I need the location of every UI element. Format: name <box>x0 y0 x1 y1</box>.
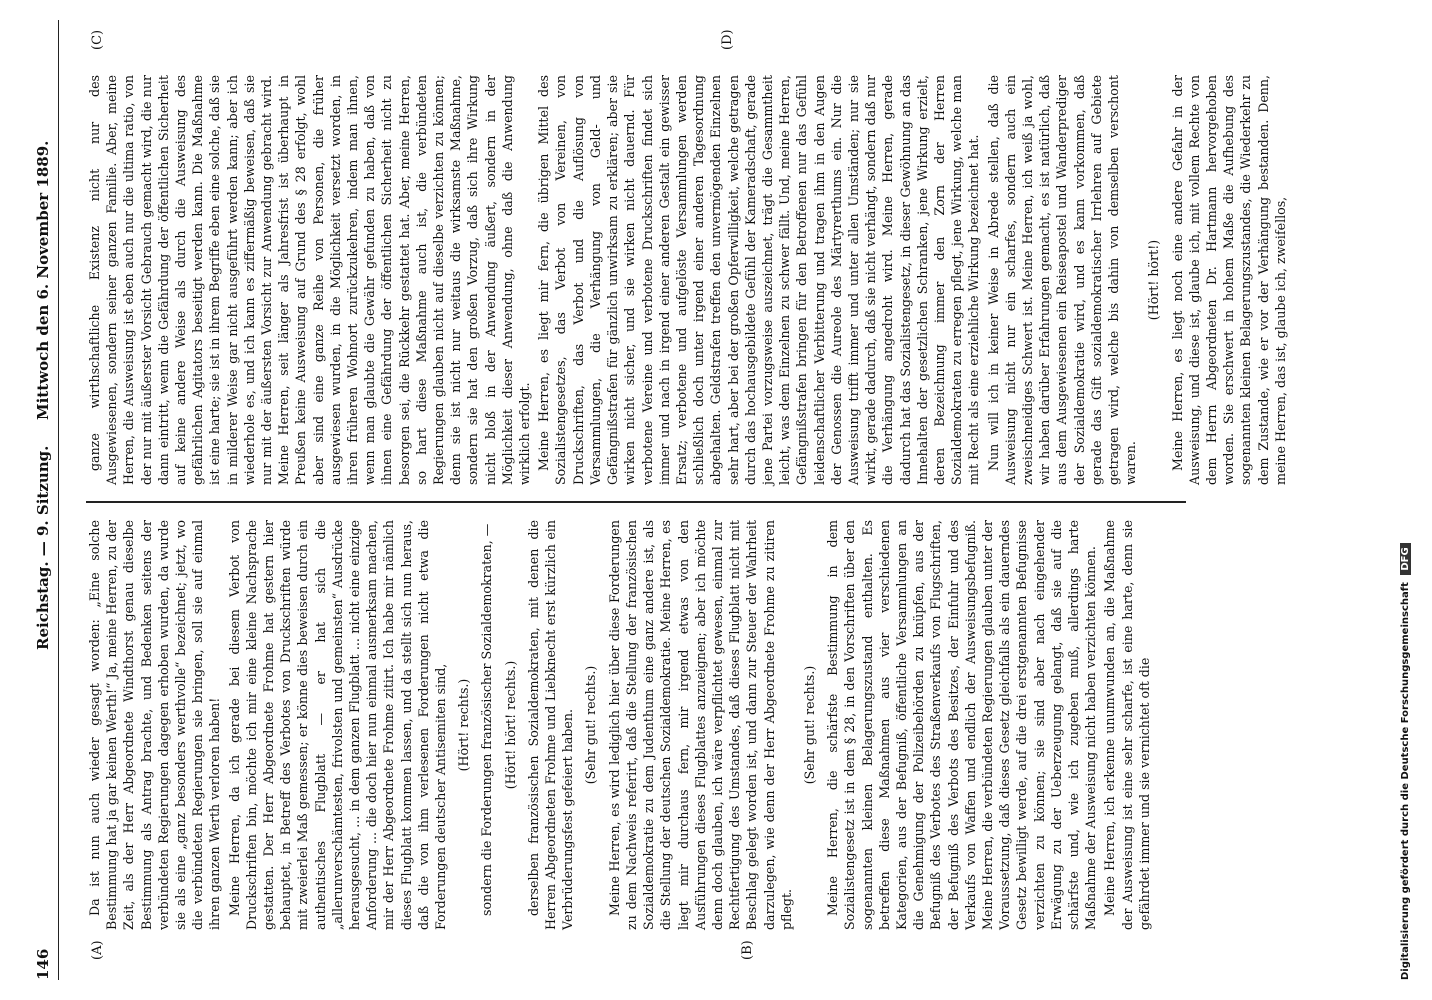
right-column <box>86 75 1288 485</box>
interjection: (Hört! hört! rechts.) <box>502 660 518 790</box>
interjection: (Hört! rechts.) <box>456 678 472 772</box>
marker-a: (A) <box>90 940 105 960</box>
marker-c: (C) <box>90 29 105 50</box>
session-title: Reichstag. — 9. Sitzung. <box>34 445 52 650</box>
page-number: 146 <box>34 948 52 980</box>
column-divider <box>86 501 1186 503</box>
paragraph: Meine Herren, es liegt noch eine andere Gefahr in der Ausweisung, und diese ist, glaube ich, mit vollem Rechte von dem Herrn Abgeordneten Dr. Hartmann hervorgehoben worden. Sie erschwert in hohem Maße die Aufhebung des sogenannten kleinen Belagerungszustandes, die Wiederkehr zu dem Zustande, wie er vor der Verhängung bestanden. Denn, meine Herren, das ist, glaube ich, zweifellos, <box>1169 75 1288 485</box>
marker-b: (B) <box>740 940 755 960</box>
left-column <box>86 520 1152 930</box>
interjection: (Sehr gut! rechts.) <box>583 665 599 785</box>
dfg-logo: DFG <box>1400 543 1411 574</box>
paragraph: sondern die Forderungen französischer Sozialdemokraten, — <box>479 523 495 916</box>
credit-text: Digitalisierung gefördert durch die Deutsche Forschungsgemeinschaft <box>1400 582 1411 980</box>
digitization-credit <box>1400 20 1411 980</box>
paragraph: Meine Herren, es wird lediglich hier über diese Forderungen zu dem Nachweis referirt, daß die Stellung der französischen Sozialdemokratie zu dem Judenthum eine ganz andere ist, als die Stellung der deutschen Sozialdemokratie. Meine Herren, es liegt mir durchaus fern, mir irgend etwas von den Ausführungen dieses Flugblattes anzueignen; aber ich möchte denn doch glauben, ich wäre verpflichtet gewesen, einmal zur Rechtfertigung des Umstandes, daß dieses Flugblatt nicht mit Beschlag gelegt worden ist, und dann zur Steuer der Wahrheit darzulegen, wie denn der Herr Abgeordnete Frohme zu zitiren pflegt. <box>606 520 794 930</box>
marker-d: (D) <box>720 29 735 50</box>
header-rule <box>58 20 59 980</box>
paragraph: ganze wirthschaftliche Existenz nicht nur des Ausgewiesenen, sondern seiner ganzen Familie. Aber, meine Herren, die Ausweisung ist eben auch nur die ultima ratio, von der nur mit äußerster Vorsicht Gebrauch gemacht wird, die nur dann eintritt, wenn die Gefährdung der öffentlichen Sicherheit auf keine andere Weise als durch die Ausweisung des gefährlichen Agitators beseitigt werden kann. Die Maßnahme ist eine harte; sie ist in ihrem Begriffe eben eine solche, daß sie in milderer Weise gar nicht ausgeführt werden kann; aber ich wiederhole es, und ich kann es ziffermäßig beweisen, daß sie nur mit der äußersten Vorsicht zur Anwendung gebracht wird. Meine Herren, seit länger als Jahresfrist ist überhaupt in Preußen keine Ausweisung auf Grund des § 28 erfolgt, wohl aber sind eine ganze Reihe von Personen, die früher ausgewiesen wurden, in die Möglichkeit versetzt worden, in ihren früheren Wohnort zurückzukehren, indem man ihnen, wenn man glaubte die Gewähr gefunden zu haben, daß von ihnen eine Gefährdung der öffentlichen Sicherheit nicht zu besorgen sei, die Rückkehr gestattet hat. Aber, meine Herren, so hart diese Maßnahme auch ist, die verbündeten Regierungen glauben nicht auf dieselbe verzichten zu können; denn sie ist nicht nur weitaus die wirksamste Maßnahme, sondern sie hat den großen Vorzug, daß sich ihre Wirkung nicht bloß in der Anwendung äußert, sondern in der Möglichkeit dieser Anwendung, ohne daß die Anwendung wirklich erfolgt. <box>87 75 533 485</box>
paragraph: Meine Herren, die schärfste Bestimmung in dem Sozialistengesetz ist in dem § 28, in den Vorschriften über den sogenannten kleinen Belagerungszustand enthalten. Es betreffen diese Maßnahmen aus vier verschiedenen Kategorien, aus der Befugniß, öffentliche Versammlungen an die Genehmigung der Polizeibehörden zu knüpfen, aus der Befugniß des Verbotes des Straßenverkaufs von Flugschriften, der Befugniß des Verbots des Besitzes, der Einfuhr und des Verkaufs von Waffen und endlich der Ausweisungsbefugniß. Meine Herren, die verbündeten Regierungen glauben unter der Voraussetzung, daß dieses Gesetz gleichfalls als ein dauerndes Gesetz bewilligt werde, auf die drei erstgenannten Befugnisse verzichten zu können; sie sind aber nach eingehender Erwägung zu der Ueberzeugung gelangt, daß sie auf die schärfste und, wie ich zugeben muß, allerdings harte Maßnahme der Ausweisung nicht haben verzichten können. <box>825 520 1099 930</box>
session-date: Mittwoch den 6. November 1889. <box>34 140 52 420</box>
interjection: (Hört! hört!) <box>1146 239 1162 321</box>
interjection: (Sehr gut! rechts.) <box>801 665 817 785</box>
paragraph: Meine Herren, es liegt mir fern, die übrigen Mittel des Sozialistengesetzes, das Verbot von Vereinen, von Druckschriften, das Verbot und die Auflösung von Versammlungen, die Verhängung von Geld- und Gefängnißstrafen für gänzlich unwirksam zu erklären; aber sie wirken nicht sicher, und sie wirken nicht dauernd. Für verbotene Vereine und verbotene Druckschriften findet sich immer und nach in irgend einer anderen Gestalt ein gewisser Ersatz; verbotene und aufgelöste Versammlungen werden schließlich doch unter irgend einer anderen Tagesordnung abgehalten. Geldstrafen treffen den unvermögenden Einzelnen sehr hart, aber bei der großen Opferwilligkeit, welche getragen durch das hochausgebildete Gefühl der Kameradschaft, gerade jene Partei vorzugsweise auszeichnet, trägt die Gesammtheit leicht, was dem Einzelnen zu schwer fällt. Und, meine Herren, Gefängnißstrafen bringen für den Betroffenen nur das Gefühl leidenschaftlicher Verbitterung und tragen ihm in den Augen der Genossen die Aureole des Märtyrerthums ein. Nur die Ausweisung trifft immer und unter allen Umständen; nur sie wirkt, gerade dadurch, daß sie nicht verhängt, sondern daß nur die Verhängung angedroht wird. Meine Herren, gerade dadurch hat das Sozialistengesetz, in dieser Gewöhnung an das Innehalten der gesetzlichen Schranken, jene Wirkung erzielt, deren Bezeichnung immer den Zorn der Herren Sozialdemokraten zu erregen pflegt, jene Wirkung, welche man mit Recht als eine erziehliche Wirkung bezeichnet hat. <box>536 75 982 485</box>
paragraph: derselben französischen Sozialdemokraten, mit denen die Herren Abgeordneten Frohme und Liebknecht erst kürzlich ein Verbrüderungsfest gefeiert haben. <box>525 520 576 930</box>
paragraph: Da ist nun auch wieder gesagt worden: „Eine solche Bestimmung hat ja gar keinen Werth!“ Ja, meine Herren, zu der Zeit, als der Herr Abgeordnete Windthorst genau dieselbe Bestimmung als Antrag brachte, und Bedenken seitens der verbündeten Regierungen dagegen erhoben wurden, da wurde sie als eine „ganz besonders werthvolle“ bezeichnet; jetzt, wo die verbündeten Regierungen sie bringen, soll sie auf einmal ihren ganzen Werth verloren haben! <box>87 520 223 930</box>
paragraph: Meine Herren, da ich gerade bei diesem Verbot von Druckschriften bin, möchte ich mir eine kleine Nachsprache gestatten. Der Herr Abgeordnete Frohme hat gestern hier behauptet, in Betreff des Verbotes von Druckschriften würde mit zweierlei Maß gemessen; er könne dies beweisen durch ein authentisches Flugblatt — er hat sich die „allerunverschämtesten, frivolsten und gemeinsten“ Ausdrücke herausgesucht, ... in dem ganzen Flugblatt ... nicht eine einzige Anforderung ... die doch hier nun einmal ausmerksam machen, mir der Herr Abgeordnete Frohme zitirt. Ich habe mir nämlich dieses Flugblatt kommen lassen, und da stellt sich nun heraus, daß die von ihm verlesenen Forderungen nicht etwa die Forderungen deutscher Antisemiten sind, <box>226 520 449 930</box>
page-header <box>28 20 58 980</box>
paragraph: Meine Herren, ich erkenne unumwunden an, die Maßnahme der Ausweisung ist eine sehr scharfe, ist eine harte, denn sie gefährdet immer und sie vernichtet oft die <box>1102 520 1152 930</box>
paragraph: Nun will ich in keiner Weise in Abrede stellen, daß die Ausweisung nicht nur ein scharfes, sondern auch ein zweischneidiges Schwert ist. Meine Herren, ich weiß ja wohl, wir haben darüber Erfahrungen gemacht, es ist natürlich, daß aus dem Ausgewiesenen ein Reiseapostel und Wanderprediger der Sozialdemokratie wird, und es kann vorkommen, daß gerade das Gift sozialdemokratischer Irrlehren auf Gebiete getragen wird, welche bis dahin von demselben verschont waren. <box>985 75 1139 485</box>
